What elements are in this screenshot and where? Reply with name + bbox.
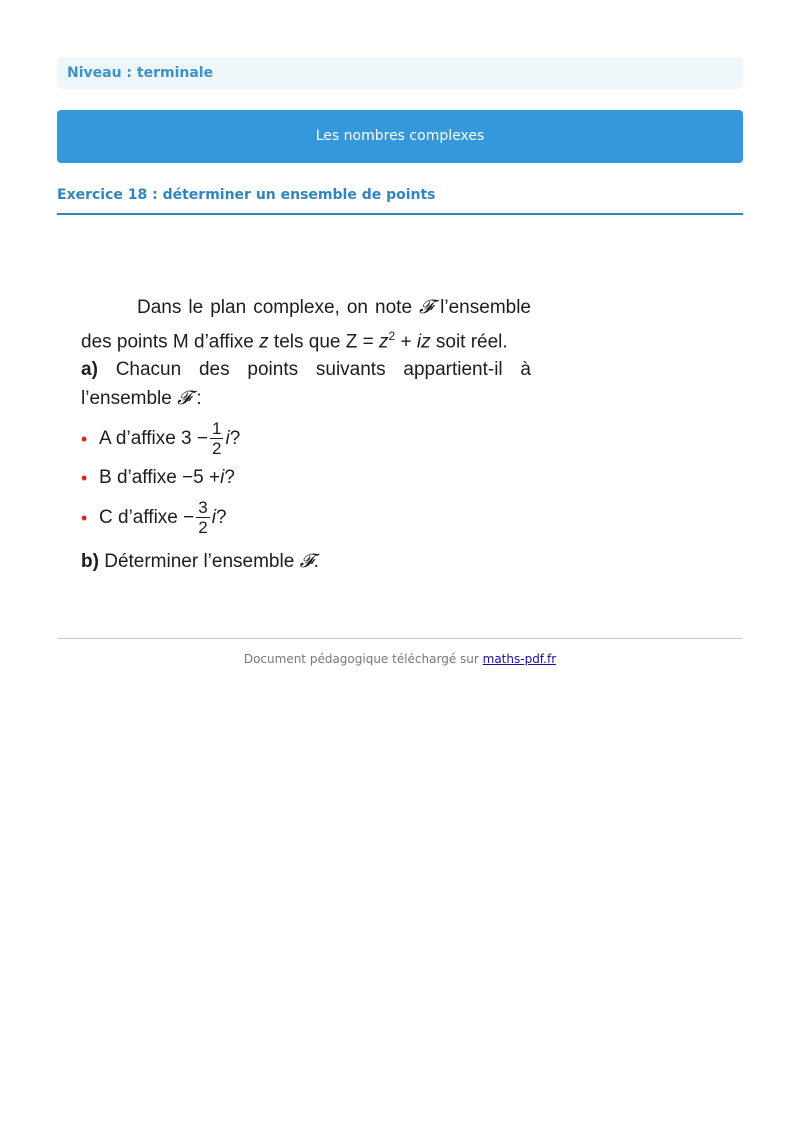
footer — [57, 638, 743, 666]
level-banner: Niveau : terminale — [57, 57, 743, 89]
footer-link[interactable]: maths-pdf.fr — [482, 652, 557, 666]
footer-text: Document pédagogique téléchargé sur — [243, 652, 483, 666]
exercise-statement — [81, 293, 531, 576]
fraction-numerator: 3 — [198, 498, 208, 518]
part-a-label: a) — [81, 359, 98, 381]
intro-text: tels que Z = — [268, 331, 380, 353]
imaginary-unit: i — [225, 427, 230, 449]
variable-z: z — [259, 331, 269, 353]
point-label: C d’affixe − — [99, 506, 195, 528]
intro-text: + — [395, 331, 417, 353]
set-symbol: 𝓕 — [299, 550, 314, 573]
bullet-icon: • — [81, 468, 88, 489]
fraction-numerator: 1 — [211, 419, 222, 439]
part-b-question — [81, 547, 531, 576]
part-a-question-end — [81, 384, 531, 413]
part-a-question — [81, 356, 531, 384]
set-symbol: 𝓕 — [419, 296, 434, 318]
question-mark: ? — [215, 506, 227, 528]
set-symbol: 𝓕 — [177, 387, 192, 410]
fraction-denominator: 2 — [211, 439, 222, 459]
part-a-text: l’ensemble — [81, 388, 178, 410]
point-label: B d’affixe −5 + — [99, 467, 221, 489]
exercise-title: Exercice 18 : déterminer un ensemble de points — [57, 187, 743, 215]
fraction — [210, 419, 223, 458]
part-a-text: Chacun des points suivants appartient-il à — [115, 359, 532, 381]
intro-paragraph — [81, 293, 531, 356]
fraction-denominator: 2 — [198, 518, 208, 538]
point-a-item — [81, 419, 531, 458]
part-a-text: : — [191, 388, 202, 410]
fraction — [196, 498, 209, 537]
point-label: A d’affixe 3 − — [99, 427, 208, 449]
point-c-item — [81, 498, 531, 537]
topic-title-bar: Les nombres complexes — [57, 110, 743, 163]
bullet-icon: • — [81, 428, 88, 449]
part-b-label: b) — [81, 551, 99, 573]
intro-text: l’ensemble des points M d’affixe — [81, 297, 532, 353]
point-b-item — [81, 464, 531, 492]
imaginary-unit: i — [211, 506, 216, 528]
intro-text: Dans le plan complexe, on note — [137, 297, 420, 318]
page-content — [57, 57, 743, 576]
part-b-text: . — [313, 551, 319, 573]
part-b-text: Déterminer l’ensemble — [98, 551, 300, 573]
term-iz: iz — [416, 331, 431, 353]
bullet-icon: • — [81, 507, 88, 528]
imaginary-unit: i — [220, 467, 225, 489]
variable-z: z — [379, 331, 389, 353]
question-mark: ? — [229, 427, 241, 449]
intro-text: soit réel. — [430, 331, 508, 353]
exponent: 2 — [388, 329, 396, 343]
question-mark: ? — [224, 467, 235, 489]
